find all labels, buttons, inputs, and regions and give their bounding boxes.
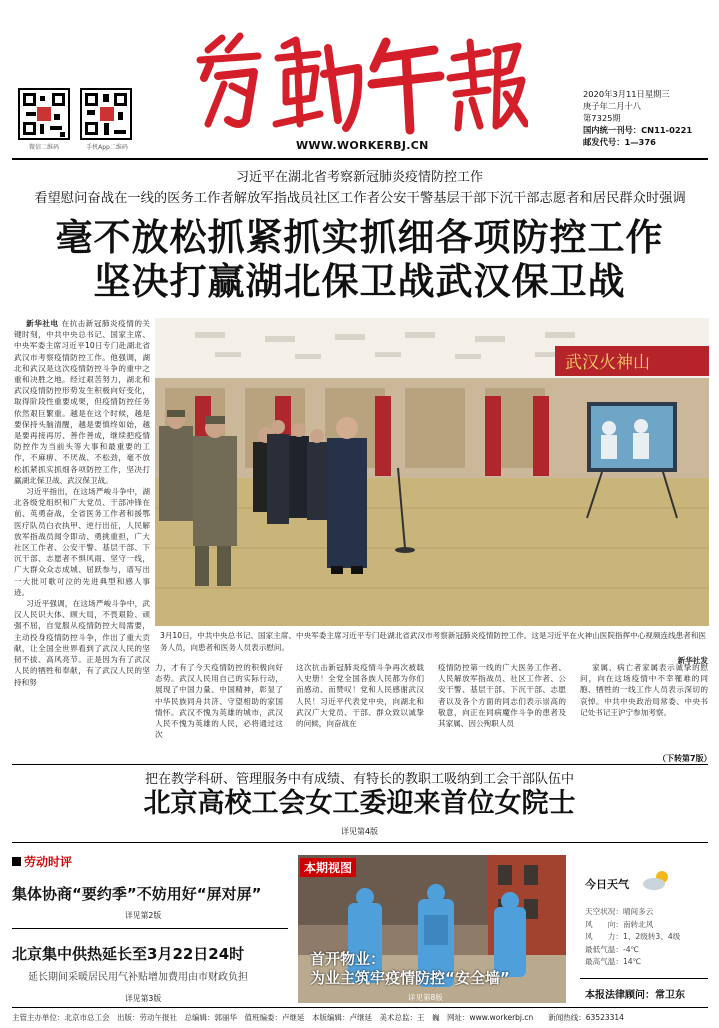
wechat-qr-code[interactable] bbox=[18, 88, 70, 140]
website-url[interactable]: WWW.WORKERBJ.CN bbox=[296, 139, 429, 152]
lead-column-2 bbox=[155, 662, 283, 754]
byline: 新华社电 bbox=[26, 319, 59, 328]
lead-headline-1[interactable]: 毫不放松抓紧抓实抓细各项防控工作 bbox=[55, 216, 664, 259]
lead-column-5 bbox=[580, 662, 708, 750]
second-kicker: 把在教学科研、管理服务中有成绩、有特长的教职工吸纳到工会干部队伍中 bbox=[144, 772, 574, 787]
lead-kicker-2: 看望慰问奋战在一线的医务工作者解放军指战员社区工作者公安干警基层干部下沉干部志愿者和居民群众时强调 bbox=[34, 191, 686, 206]
weather-rule bbox=[580, 978, 708, 979]
legal-advisor: 本报法律顾问：常卫东 bbox=[585, 990, 685, 1001]
weather-high: 最高气温：14℃ bbox=[585, 957, 642, 966]
newspaper-logo bbox=[188, 28, 528, 138]
lead-col4-text: 疫情防控第一线的广大医务工作者、人民解放军指战员、社区工作者、公安干警、基层干部、下沉干部、志愿者以及各个方面的同志们表示崇高的敬意，向正在同病魔作斗争的患者及其家属、因公殉职人员 bbox=[438, 663, 566, 729]
lead-paragraph-3: 习近平强调，在这场严峻斗争中，武汉人民识大体、顾大局，不畏艰险、顽强不屈，自觉服从疫情防控大局需要，主动投身疫情防控斗争，作出了重大贡献，让全国全世界看到了武汉人民的坚韧不拔、高风亮节。正是因为有了武汉人民的牺牲和奉献，有了武汉人民的坚持和努 bbox=[14, 599, 150, 687]
weather-title: 今日天气 bbox=[585, 878, 629, 891]
section-tag-label: 劳动时评 bbox=[24, 855, 73, 869]
preview-see-page[interactable]: 详见第8版 bbox=[408, 993, 443, 1002]
heating-subhead: 延长期间采暖居民用气补贴增加费用由市财政负担 bbox=[28, 972, 248, 983]
left-rule bbox=[12, 928, 288, 929]
second-headline[interactable]: 北京高校工会女工委迎来首位女院士 bbox=[143, 788, 576, 819]
qr-left-caption: 微信二维码 bbox=[28, 144, 59, 151]
footer-credits: 主管主办单位：北京市总工会 出版：劳动午报社 总编辑：郭丽华 值班编委：卢继延 本版编辑：卢继延 美术总监：王 巍 网址：www.workerbj.cn 新闻热线：63523314 bbox=[12, 1013, 624, 1022]
photo-banner: 武汉火神山 bbox=[565, 353, 650, 373]
lead-column-4 bbox=[438, 662, 566, 754]
partly-cloudy-icon bbox=[640, 868, 674, 892]
cn-code: 国内统一刊号：CN11-0221 bbox=[583, 125, 693, 135]
section-tag-commentary bbox=[12, 853, 72, 870]
lead-col5-text: 家属、病亡者家属表示诚挚的慰问，向在这场疫情中不幸罹难的同胞、牺牲的一线工作人员表示深切的哀悼。中共中央政治局常委、中央书记处书记王沪宁参加考察。 bbox=[580, 663, 708, 717]
postal-code: 邮发代号：1—376 bbox=[583, 137, 656, 147]
square-icon bbox=[12, 857, 21, 866]
weather-sky: 天空状况：晴间多云 bbox=[585, 907, 654, 916]
heating-headline[interactable]: 北京集中供热延长至3月22日24时 bbox=[12, 945, 245, 963]
continued-note[interactable]: （下转第7版） bbox=[658, 754, 712, 763]
lead-paragraph-1: 在抗击新冠肺炎疫情的关键时刻，中共中央总书记、国家主席、中央军委主席习近平10日专门赴湖北省武汉市考察疫情防控工作。他强调，湖北和武汉是这次疫情防控斗争的重中之重和决胜之地。经过艰苦努力，湖北和武汉疫情防控形势发生积极向好变化，取得阶段性重要成果，但疫情防控任务依然艰巨繁重。越是在这个时候，越是要保持头脑清醒，越是要慎终如始，越是要再接再厉、善作善成，继续把疫情防控作为当前头等大事和最重要的工作，不麻痹、不厌战、不松劲，毫不放松抓紧抓实抓细各项防控工作，坚决打赢湖北保卫战、武汉保卫战。 bbox=[14, 319, 150, 485]
preview-tag: 本期视图 bbox=[300, 858, 356, 877]
lead-photo[interactable] bbox=[155, 318, 709, 626]
issue-info bbox=[583, 88, 713, 148]
lead-headline-2[interactable]: 坚决打赢湖北保卫战武汉保卫战 bbox=[93, 260, 626, 303]
issue-number: 第7325期 bbox=[583, 113, 621, 123]
weather-low: 最低气温：-4℃ bbox=[585, 944, 640, 954]
second-see-page[interactable]: 详见第4版 bbox=[340, 827, 379, 836]
lead-column-1 bbox=[14, 318, 150, 766]
lead-col3-text: 这次抗击新冠肺炎疫情斗争再次被载入史册！全党全国各族人民都为你们而感动、而赞叹！党和人民感谢武汉人民！习近平代表党中央，向湖北和武汉广大党员、干部、群众致以诚挚的问候，向奋战在 bbox=[296, 663, 424, 729]
masthead-rule bbox=[12, 158, 708, 160]
weather-wind-force: 风 力：1、2级转3、4级 bbox=[585, 932, 681, 941]
footer-rule bbox=[12, 1007, 708, 1008]
lunar-date: 庚子年二月十八 bbox=[583, 101, 642, 111]
commentary-see-page[interactable]: 详见第2版 bbox=[125, 911, 162, 920]
lead-col2-text: 力，才有了今天疫情防控的积极向好态势。武汉人民用自己的实际行动，展现了中国力量、中国精神，彰显了中华民族同舟共济、守望相助的家国情怀。武汉不愧为英雄的城市，武汉人民不愧为英雄的人民，必将通过这次 bbox=[155, 663, 283, 740]
commentary-headline[interactable]: 集体协商“要约季”不妨用好“屏对屏” bbox=[12, 885, 262, 903]
heating-see-page[interactable]: 详见第3版 bbox=[125, 994, 162, 1003]
preview-headline-2[interactable]: 为业主筑牢疫情防控“安全墙” bbox=[310, 969, 510, 987]
weather-details bbox=[585, 906, 680, 969]
lead-column-3 bbox=[296, 662, 424, 754]
story-rule-2 bbox=[12, 842, 708, 843]
lead-paragraph-2: 习近平指出，在这场严峻斗争中，湖北各级党组织和广大党员、干部冲锋在前、英勇奋战，全省医务工作者和援鄂医疗队员白衣执甲、逆行出征，人民解放军指战员闻令即动、勇挑重担，广大社区工作者、公安干警、基层干部、下沉干部、志愿者不惧风雨、坚守一线，广大群众众志成城、屈跃参与，谱写出一大批可歌可泣的先进典型和感人事迹。 bbox=[14, 487, 150, 597]
photo-caption-text: 3月10日，中共中央总书记、国家主席、中央军委主席习近平专门赴湖北省武汉市考察新冠肺炎疫情防控工作。这是习近平在火神山医院指挥中心视频连线患者和医务人员，向患者和医务人员表示慰问。 bbox=[160, 631, 707, 652]
qr-right-caption: 手机App二维码 bbox=[86, 144, 128, 151]
lead-kicker-1: 习近平在湖北省考察新冠肺炎疫情防控工作 bbox=[235, 170, 483, 185]
qr-codes bbox=[18, 88, 136, 150]
app-qr-code[interactable] bbox=[80, 88, 132, 140]
photo-credit: 新华社发 bbox=[677, 656, 708, 665]
weather-wind-direction: 风 向：南转北风 bbox=[585, 919, 654, 929]
preview-headline-1[interactable]: 首开物业： bbox=[310, 950, 386, 968]
story-rule-1 bbox=[12, 764, 708, 765]
issue-date: 2020年3月11日星期三 bbox=[583, 89, 670, 99]
